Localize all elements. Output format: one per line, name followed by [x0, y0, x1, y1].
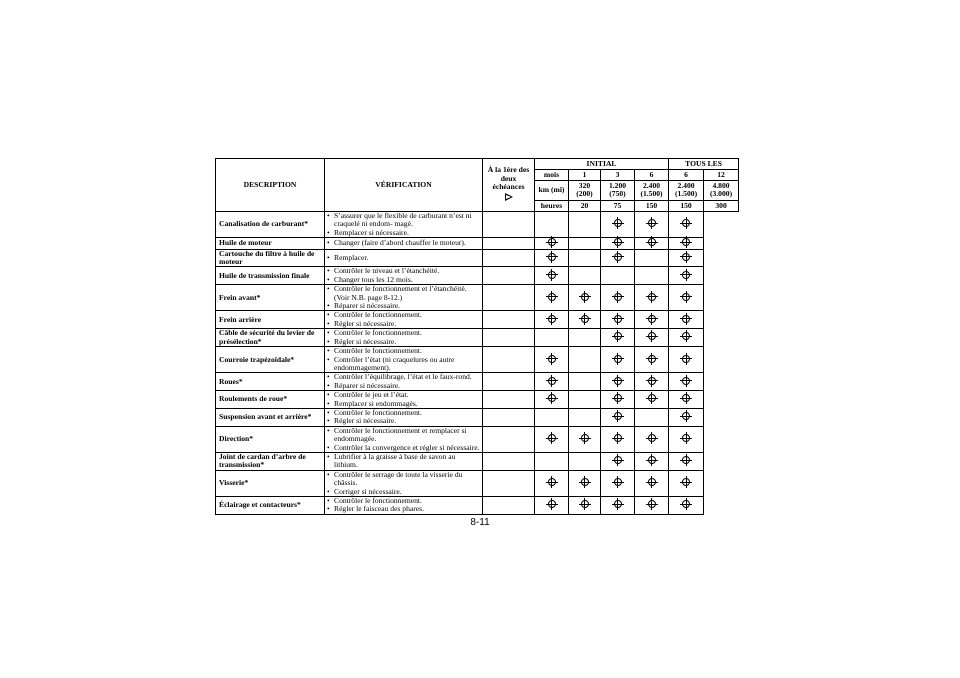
verification-item: • Corriger si nécessaire.	[327, 488, 480, 496]
interval-cell	[635, 391, 669, 409]
interval-cell	[569, 497, 601, 515]
check-mark-icon	[548, 500, 556, 508]
verification-item: • Contrôler la convergence et régler si nécessaire.	[327, 444, 480, 452]
interval-cell	[569, 267, 601, 285]
interval-cell	[535, 329, 569, 347]
interval-cell	[669, 452, 704, 470]
interval-cell	[635, 267, 669, 285]
interval-cell	[601, 391, 635, 409]
check-mark-icon	[682, 271, 690, 279]
verification-item: • Contrôler le fonctionnement.	[327, 347, 480, 355]
check-mark-icon	[581, 500, 589, 508]
check-mark-icon	[648, 434, 656, 442]
check-mark-icon	[614, 293, 622, 301]
row-verification	[325, 426, 483, 452]
check-mark-icon	[648, 315, 656, 323]
header-months-label: mois	[535, 169, 569, 180]
table-row	[216, 329, 739, 347]
interval-cell	[669, 329, 704, 347]
check-mark-icon	[581, 478, 589, 486]
check-mark-icon	[682, 394, 690, 402]
interval-cell	[669, 373, 704, 391]
first-due-cell	[483, 497, 535, 515]
table-row	[216, 267, 739, 285]
interval-cell	[635, 249, 669, 267]
interval-cell	[635, 238, 669, 249]
interval-cell	[601, 238, 635, 249]
check-mark-icon	[548, 238, 556, 246]
check-mark-icon	[614, 377, 622, 385]
interval-cell	[569, 285, 601, 311]
first-due-cell	[483, 238, 535, 249]
row-description: Roues*	[216, 373, 325, 391]
interval-cell	[669, 311, 704, 329]
header-km-0: 320 (200)	[569, 180, 601, 201]
header-km-3: 2.400 (1.500)	[669, 180, 704, 201]
interval-cell	[569, 426, 601, 452]
check-mark-icon	[614, 253, 622, 261]
interval-cell	[669, 391, 704, 409]
verification-item: • S’assurer que le flexible de carburant n’est ni craquelé ni endom- magé.	[327, 212, 480, 229]
maintenance-table	[215, 158, 739, 515]
first-due-cell	[483, 212, 535, 238]
verification-item: • Remplacer si nécessaire.	[327, 229, 480, 237]
check-mark-icon	[648, 332, 656, 340]
row-description: Cartouche du filtre à huile de moteur	[216, 249, 325, 267]
header-hours-3: 150	[669, 201, 704, 212]
check-mark-icon	[581, 434, 589, 442]
interval-cell	[601, 329, 635, 347]
row-verification	[325, 212, 483, 238]
check-mark-icon	[614, 238, 622, 246]
interval-cell	[669, 267, 704, 285]
check-mark-icon	[548, 434, 556, 442]
first-due-cell	[483, 267, 535, 285]
interval-cell	[535, 249, 569, 267]
check-mark-icon	[548, 271, 556, 279]
check-mark-icon	[614, 500, 622, 508]
interval-cell	[635, 497, 669, 515]
check-mark-icon	[682, 456, 690, 464]
check-mark-icon	[682, 377, 690, 385]
interval-cell	[601, 497, 635, 515]
header-first-due	[483, 159, 535, 212]
row-verification	[325, 249, 483, 267]
interval-cell	[669, 426, 704, 452]
check-mark-icon	[682, 478, 690, 486]
check-mark-icon	[548, 394, 556, 402]
check-mark-icon	[648, 478, 656, 486]
interval-cell	[569, 249, 601, 267]
interval-cell	[535, 212, 569, 238]
interval-cell	[601, 426, 635, 452]
check-mark-icon	[648, 500, 656, 508]
interval-cell	[635, 212, 669, 238]
header-km-label: km (mi)	[535, 180, 569, 201]
interval-cell	[635, 373, 669, 391]
table-row	[216, 373, 739, 391]
row-verification	[325, 497, 483, 515]
verification-item: • Régler si nécessaire.	[327, 338, 480, 346]
interval-cell	[601, 452, 635, 470]
interval-cell	[535, 391, 569, 409]
verification-item: • Contrôler le fonctionnement et remplacer si endommagée.	[327, 427, 480, 444]
row-description: Frein avant*	[216, 285, 325, 311]
interval-cell	[669, 347, 704, 373]
table-row	[216, 347, 739, 373]
row-description: Joint de cardan d’arbre de transmission*	[216, 452, 325, 470]
verification-item: • Régler si nécessaire.	[327, 417, 480, 425]
interval-cell	[535, 452, 569, 470]
interval-cell	[601, 408, 635, 426]
interval-cell	[569, 470, 601, 496]
row-verification	[325, 329, 483, 347]
table-row	[216, 285, 739, 311]
check-mark-icon	[648, 219, 656, 227]
check-mark-icon	[682, 253, 690, 261]
check-mark-icon	[548, 478, 556, 486]
verification-item: • Contrôler le fonctionnement.	[327, 497, 480, 505]
interval-cell	[601, 267, 635, 285]
row-description: Canalisation de carburant*	[216, 212, 325, 238]
check-mark-icon	[682, 332, 690, 340]
verification-item: • Contrôler le fonctionnement.	[327, 311, 480, 319]
interval-cell	[569, 373, 601, 391]
check-mark-icon	[614, 315, 622, 323]
interval-cell	[601, 285, 635, 311]
verification-item: • Contrôler le serrage de toute la visserie du châssis.	[327, 471, 480, 488]
header-hours-0: 20	[569, 201, 601, 212]
verification-item: • Remplacer si endommagés.	[327, 400, 480, 408]
check-mark-icon	[581, 315, 589, 323]
first-due-cell	[483, 347, 535, 373]
interval-cell	[569, 212, 601, 238]
table-header	[216, 159, 739, 212]
table-body	[216, 212, 739, 515]
interval-cell	[601, 373, 635, 391]
interval-cell	[569, 408, 601, 426]
interval-cell	[535, 311, 569, 329]
header-km-2: 2.400 (1.500)	[635, 180, 669, 201]
interval-cell	[569, 452, 601, 470]
header-hours-1: 75	[601, 201, 635, 212]
check-mark-icon	[682, 434, 690, 442]
first-due-cell	[483, 285, 535, 311]
table-row	[216, 452, 739, 470]
verification-item: • Changer tous les 12 mois.	[327, 276, 480, 284]
verification-item: • Réparer si nécessaire.	[327, 302, 480, 310]
interval-cell	[535, 408, 569, 426]
check-mark-icon	[648, 238, 656, 246]
header-km-1: 1.200 (750)	[601, 180, 635, 201]
table-row	[216, 408, 739, 426]
row-verification	[325, 347, 483, 373]
interval-cell	[669, 249, 704, 267]
check-mark-icon	[682, 238, 690, 246]
verification-item: • Contrôler le niveau et l’étanchéité.	[327, 267, 480, 275]
header-first-due-label: À la 1ère des deux échéances	[487, 165, 530, 191]
first-due-cell	[483, 470, 535, 496]
row-verification	[325, 285, 483, 311]
row-verification	[325, 373, 483, 391]
maintenance-sheet	[215, 158, 738, 515]
header-month-3: 6	[669, 169, 704, 180]
check-mark-icon	[682, 219, 690, 227]
table-row	[216, 238, 739, 249]
interval-cell	[635, 347, 669, 373]
check-mark-icon	[548, 315, 556, 323]
header-month-1: 3	[601, 169, 635, 180]
check-mark-icon	[682, 315, 690, 323]
interval-cell	[601, 311, 635, 329]
check-mark-icon	[682, 293, 690, 301]
check-mark-icon	[614, 412, 622, 420]
row-verification	[325, 267, 483, 285]
check-mark-icon	[682, 500, 690, 508]
first-due-cell	[483, 329, 535, 347]
interval-cell	[669, 212, 704, 238]
check-mark-icon	[648, 293, 656, 301]
interval-cell	[535, 267, 569, 285]
interval-cell	[569, 311, 601, 329]
table-row	[216, 311, 739, 329]
interval-cell	[535, 497, 569, 515]
table-row	[216, 470, 739, 496]
check-mark-icon	[682, 355, 690, 363]
first-due-cell	[483, 408, 535, 426]
check-mark-icon	[614, 456, 622, 464]
row-description: Visserie*	[216, 470, 325, 496]
table-row	[216, 249, 739, 267]
header-km-4: 4.800 (3.000)	[704, 180, 739, 201]
first-due-cell	[483, 249, 535, 267]
first-due-cell	[483, 426, 535, 452]
interval-cell	[669, 470, 704, 496]
verification-item: • Lubrifier à la graisse à base de savon au lithium.	[327, 453, 480, 470]
header-month-4: 12	[704, 169, 739, 180]
interval-cell	[569, 329, 601, 347]
row-verification	[325, 452, 483, 470]
check-mark-icon	[581, 293, 589, 301]
interval-cell	[535, 347, 569, 373]
interval-cell	[635, 470, 669, 496]
verification-item: • Régler le faisceau des phares.	[327, 505, 480, 513]
verification-item: • Contrôler le jeu et l’état.	[327, 391, 480, 399]
first-due-cell	[483, 391, 535, 409]
interval-cell	[535, 238, 569, 249]
row-description: Câble de sécurité du levier de présélection*	[216, 329, 325, 347]
interval-cell	[669, 238, 704, 249]
interval-cell	[635, 426, 669, 452]
interval-cell	[601, 470, 635, 496]
check-mark-icon	[648, 377, 656, 385]
row-description: Direction*	[216, 426, 325, 452]
check-mark-icon	[548, 355, 556, 363]
arrow-right-icon	[505, 193, 513, 201]
interval-cell	[635, 311, 669, 329]
interval-cell	[635, 285, 669, 311]
interval-cell	[535, 426, 569, 452]
header-month-0: 1	[569, 169, 601, 180]
table-row	[216, 497, 739, 515]
row-description: Suspension avant et arrière*	[216, 408, 325, 426]
check-mark-icon	[548, 293, 556, 301]
row-description: Huile de moteur	[216, 238, 325, 249]
verification-item: • Remplacer.	[327, 254, 480, 262]
row-description: Huile de transmission finale	[216, 267, 325, 285]
verification-item: • Contrôler le fonctionnement.	[327, 409, 480, 417]
header-verification: VÉRIFICATION	[325, 159, 483, 212]
first-due-cell	[483, 311, 535, 329]
verification-item: • Contrôler le fonctionnement.	[327, 329, 480, 337]
header-every: TOUS LES	[669, 159, 739, 170]
verification-item: • Contrôler l’état (ni craquelures ou autre endommagement).	[327, 356, 480, 373]
interval-cell	[635, 408, 669, 426]
interval-cell	[635, 452, 669, 470]
header-hours-label: heures	[535, 201, 569, 212]
row-verification	[325, 311, 483, 329]
verification-item: • Régler si nécessaire.	[327, 320, 480, 328]
row-description: Éclairage et contacteurs*	[216, 497, 325, 515]
page-number: 8-11	[470, 517, 490, 528]
check-mark-icon	[614, 219, 622, 227]
verification-item: • Contrôler l’équilibrage, l’état et le faux-rond.	[327, 373, 480, 381]
interval-cell	[669, 285, 704, 311]
check-mark-icon	[614, 355, 622, 363]
first-due-cell	[483, 452, 535, 470]
interval-cell	[535, 373, 569, 391]
check-mark-icon	[682, 412, 690, 420]
check-mark-icon	[614, 478, 622, 486]
row-verification	[325, 470, 483, 496]
header-description: DESCRIPTION	[216, 159, 325, 212]
row-description: Frein arrière	[216, 311, 325, 329]
row-verification	[325, 238, 483, 249]
header-hours-4: 300	[704, 201, 739, 212]
interval-cell	[601, 347, 635, 373]
table-row	[216, 212, 739, 238]
row-verification	[325, 391, 483, 409]
row-description: Roulements de roue*	[216, 391, 325, 409]
check-mark-icon	[648, 456, 656, 464]
interval-cell	[635, 329, 669, 347]
check-mark-icon	[614, 332, 622, 340]
verification-item: • Contrôler le fonctionnement et l’étanchéité. (Voir N.B. page 8-12.)	[327, 285, 480, 302]
interval-cell	[669, 408, 704, 426]
check-mark-icon	[614, 394, 622, 402]
interval-cell	[535, 285, 569, 311]
check-mark-icon	[648, 355, 656, 363]
table-row	[216, 391, 739, 409]
check-mark-icon	[548, 377, 556, 385]
interval-cell	[601, 212, 635, 238]
header-initial: INITIAL	[535, 159, 669, 170]
interval-cell	[669, 497, 704, 515]
check-mark-icon	[614, 434, 622, 442]
table-row	[216, 426, 739, 452]
verification-item: • Changer (faire d’abord chauffer le moteur).	[327, 239, 480, 247]
interval-cell	[569, 391, 601, 409]
check-mark-icon	[548, 253, 556, 261]
first-due-cell	[483, 373, 535, 391]
interval-cell	[569, 238, 601, 249]
header-hours-2: 150	[635, 201, 669, 212]
interval-cell	[535, 470, 569, 496]
header-month-2: 6	[635, 169, 669, 180]
row-verification	[325, 408, 483, 426]
row-description: Courroie trapézoïdale*	[216, 347, 325, 373]
interval-cell	[601, 249, 635, 267]
check-mark-icon	[648, 394, 656, 402]
verification-item: • Réparer si nécessaire.	[327, 382, 480, 390]
interval-cell	[569, 347, 601, 373]
